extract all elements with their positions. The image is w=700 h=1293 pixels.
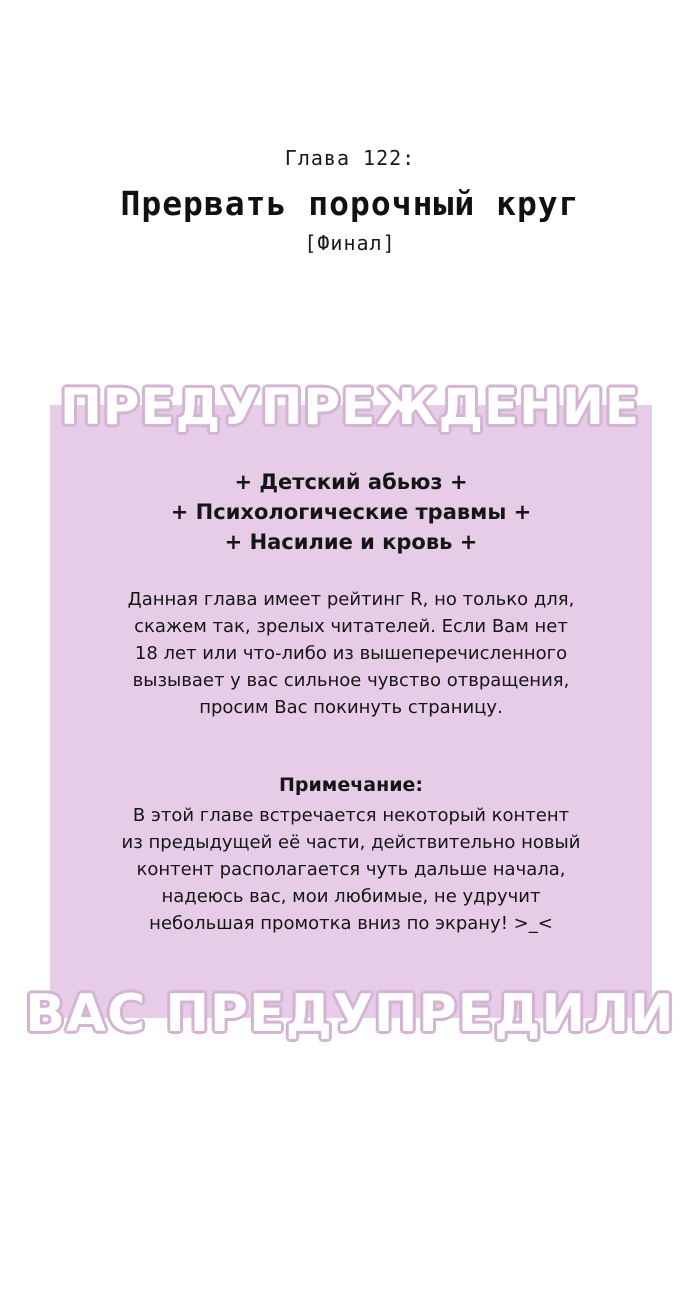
note-line: контент располагается чуть дальше начала, xyxy=(136,859,566,880)
note-line: небольшая промотка вниз по экрану! >_< xyxy=(149,913,553,934)
rating-description xyxy=(50,586,652,721)
description-line: 18 лет или что-либо из вышеперечисленного xyxy=(134,643,568,664)
note-line: из предыдущей её части, действительно новый xyxy=(121,832,581,853)
chapter-title: Прервать порочный круг xyxy=(120,184,580,223)
chapter-subtitle: [Финал] xyxy=(304,231,396,255)
note-line: надеюсь вас, мои любимые, не удручит xyxy=(161,886,541,907)
warning-banner-top: ПРЕДУПРЕЖДЕНИЕ xyxy=(59,378,641,436)
content-warnings-list xyxy=(50,467,652,557)
chapter-number: Глава 122: xyxy=(284,146,416,170)
description-line: просим Вас покинуть страницу. xyxy=(199,697,503,718)
description-line: вызывает у вас сильное чувство отвращения, xyxy=(132,670,570,691)
warning-banner-bottom: ВАС ПРЕДУПРЕДИЛИ xyxy=(25,984,675,1044)
description-line: скажем так, зрелых читателей. Если Вам нет xyxy=(134,616,568,637)
note-line: В этой главе встречается некоторый контент xyxy=(132,805,570,826)
content-warning-item: + Психологические травмы + xyxy=(170,500,532,524)
content-warning-item: + Детский абьюз + xyxy=(234,470,468,494)
note-text xyxy=(50,802,652,937)
content-warning-item: + Насилие и кровь + xyxy=(224,530,478,554)
description-line: Данная глава имеет рейтинг R, но только для, xyxy=(127,589,575,610)
note-title: Примечание: xyxy=(278,774,424,796)
